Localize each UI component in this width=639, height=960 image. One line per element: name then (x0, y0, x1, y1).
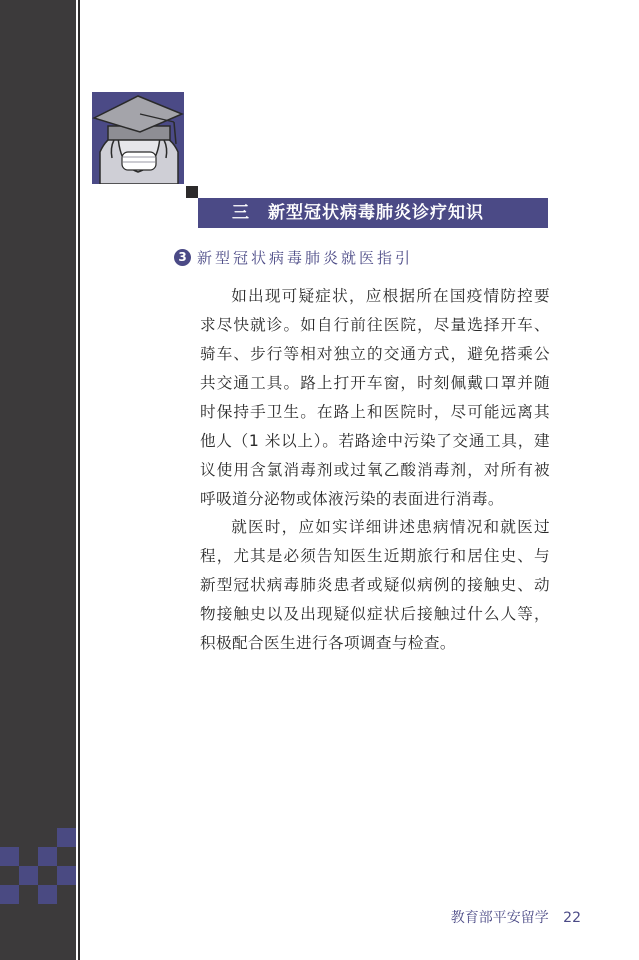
body-paragraph-1: 如出现可疑症状，应根据所在国疫情防控要求尽快就诊。如自行前往医院，尽量选择开车、骑车、步行等相对独立的交通方式，避免搭乘公共交通工具。路上打开车窗，时刻佩戴口罩并随时保持手卫生。在路上和医院时，尽可能远离其他人（1 米以上）。若路途中污染了交通工具，建议使用含氯消毒剂或过氧乙酸消毒剂，对所有被呼吸道分泌物或体液污染的表面进行消毒。 (200, 287, 550, 508)
page-number: 22 (563, 910, 581, 926)
sidebar-strip (0, 0, 76, 960)
sidebar-divider-line (78, 0, 80, 960)
subsection-number-badge: 3 (174, 249, 191, 266)
body-paragraph-2: 就医时，应如实详细讲述患病情况和就医过程，尤其是必须告知医生近期旅行和居住史、与新型冠状病毒肺炎患者或疑似病例的接触史、动物接触史以及出现疑似症状后接触过什么人等，积极配合医生进行各项调查与检查。 (200, 518, 550, 652)
footer-publisher: 教育部平安留学 (450, 910, 549, 926)
banner-corner-square (186, 186, 198, 198)
section-title: 三 新型冠状病毒肺炎诊疗知识 (198, 198, 548, 228)
subsection-heading (174, 246, 413, 268)
subsection-title: 新型冠状病毒肺炎就医指引 (197, 248, 414, 267)
masked-graduate-illustration (92, 92, 184, 184)
page-footer (451, 907, 581, 927)
